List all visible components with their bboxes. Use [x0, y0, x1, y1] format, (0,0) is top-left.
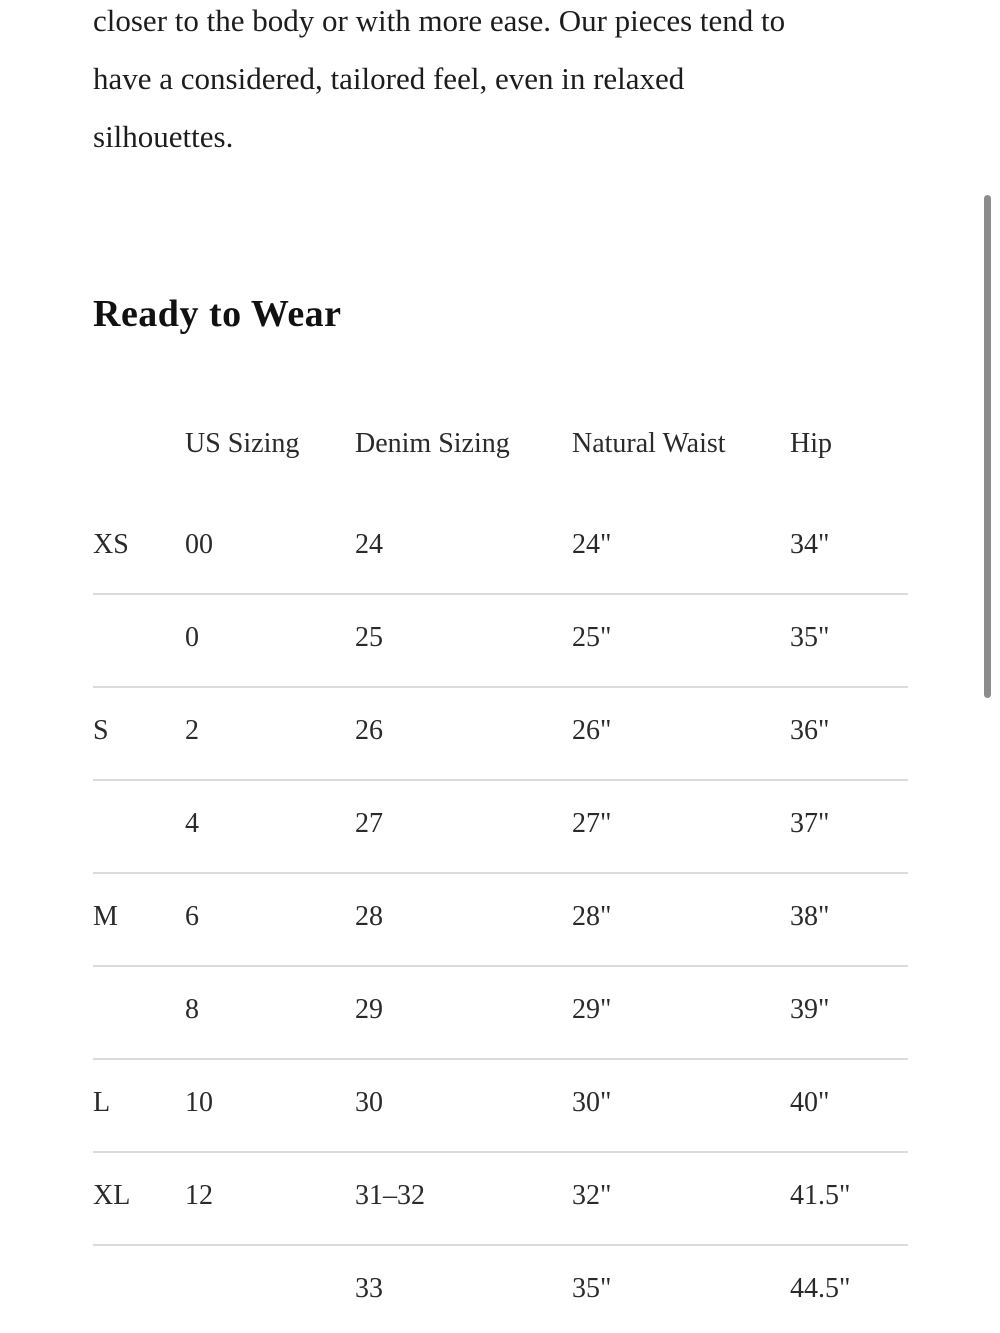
cell-hip: 40"	[790, 1087, 830, 1118]
intro-line-1: closer to the body or with more ease. Our pieces tend to	[93, 3, 786, 38]
cell-us-size: 00	[185, 529, 213, 560]
cell-size-label: XS	[93, 529, 129, 560]
cell-denim-size: 31–32	[355, 1180, 425, 1211]
header-us-sizing: US Sizing	[185, 428, 300, 459]
intro-line-2: have a considered, tailored feel, even in relaxed	[93, 61, 685, 96]
cell-us-size: 2	[185, 715, 199, 746]
table-row	[93, 1058, 908, 1151]
cell-hip: 41.5"	[790, 1180, 851, 1211]
section-title: Ready to Wear	[93, 293, 342, 335]
table-row	[93, 686, 908, 779]
cell-natural-waist: 29"	[572, 994, 612, 1025]
cell-hip: 34"	[790, 529, 830, 560]
cell-hip: 39"	[790, 994, 830, 1025]
cell-us-size: 8	[185, 994, 199, 1025]
cell-denim-size: 29	[355, 994, 383, 1025]
cell-size-label: XL	[93, 1180, 131, 1211]
cell-hip: 35"	[790, 622, 830, 653]
table-row	[93, 593, 908, 686]
cell-us-size: 0	[185, 622, 199, 653]
table-row	[93, 779, 908, 872]
cell-denim-size: 25	[355, 622, 383, 653]
cell-us-size: 6	[185, 901, 199, 932]
cell-denim-size: 24	[355, 529, 383, 560]
cell-hip: 36"	[790, 715, 830, 746]
cell-hip: 38"	[790, 901, 830, 932]
cell-size-label: S	[93, 715, 109, 746]
cell-denim-size: 30	[355, 1087, 383, 1118]
intro-paragraph	[93, 0, 913, 166]
cell-denim-size: 33	[355, 1273, 383, 1304]
cell-us-size: 4	[185, 808, 199, 839]
header-hip: Hip	[790, 428, 832, 459]
cell-denim-size: 26	[355, 715, 383, 746]
table-row	[93, 1244, 908, 1333]
table-row	[93, 965, 908, 1058]
cell-natural-waist: 25"	[572, 622, 612, 653]
cell-natural-waist: 26"	[572, 715, 612, 746]
header-denim-sizing: Denim Sizing	[355, 428, 510, 459]
table-row	[93, 500, 908, 593]
cell-denim-size: 28	[355, 901, 383, 932]
cell-size-label: M	[93, 901, 118, 932]
cell-natural-waist: 27"	[572, 808, 612, 839]
cell-hip: 37"	[790, 808, 830, 839]
cell-denim-size: 27	[355, 808, 383, 839]
table-row	[93, 1151, 908, 1244]
intro-line-3: silhouettes.	[93, 119, 234, 154]
cell-natural-waist: 32"	[572, 1180, 612, 1211]
cell-us-size: 12	[185, 1180, 213, 1211]
cell-natural-waist: 24"	[572, 529, 612, 560]
header-natural-waist: Natural Waist	[572, 428, 726, 459]
cell-natural-waist: 35"	[572, 1273, 612, 1304]
cell-size-label: L	[93, 1087, 111, 1118]
table-row	[93, 872, 908, 965]
cell-natural-waist: 30"	[572, 1087, 612, 1118]
cell-us-size: 10	[185, 1087, 213, 1118]
vertical-scrollbar[interactable]	[984, 195, 991, 698]
cell-hip: 44.5"	[790, 1273, 851, 1304]
cell-natural-waist: 28"	[572, 901, 612, 932]
